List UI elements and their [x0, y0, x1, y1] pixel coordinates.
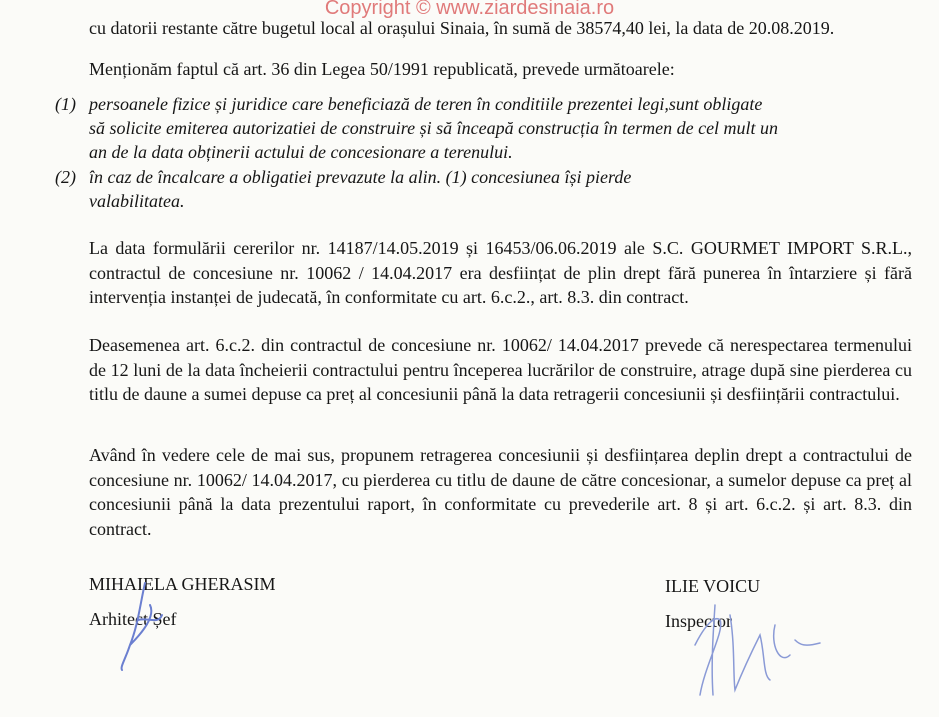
signatory-right-name: ILIE VOICU: [665, 576, 761, 596]
mention-line: Menționăm faptul că art. 36 din Legea 50/1991 republicată, prevede următoarele:: [89, 59, 675, 79]
item-2-marker: (2): [55, 167, 76, 187]
handwritten-signature-left: [110, 575, 170, 675]
item-1-line-1: persoanele fizice și juridice care beneficiază de teren în conditiile prezentei legi,sunt obligate: [89, 94, 763, 114]
paragraph-2: Deasemenea art. 6.c.2. din contractul de concesiune nr. 10062/ 14.04.2017 prevede că nerespectarea termenului de 12 luni de la data încheierii contractului pentru începerea lucrărilor de construire, atrage după sine pierderea cu titlu de daune a sumei depuse ca preț al concesiunii până la data retragerii concesiunii și desființării contractului.: [89, 335, 912, 404]
copyright-watermark: Copyright © www.ziardesinaia.ro: [324, 0, 615, 19]
signatory-left-role: Arhitect Șef: [89, 609, 177, 629]
item-1-marker: (1): [55, 94, 76, 114]
item-1-line-2: să solicite emiterea autorizatiei de construire și să înceapă construcția în termen de cel mult un: [89, 118, 779, 138]
paragraph-1: La data formulării cererilor nr. 14187/14.05.2019 și 16453/06.06.2019 ale S.C. GOURMET IMPORT S.R.L., contractul de concesiune nr. 10062 / 14.04.2017 era desființat de plin drept fără punerea în întarziere și fără intervenția instanței de judecată, în conformitate cu art. 6.c.2., art. 8.3. din contract.: [89, 238, 912, 307]
signatory-left-name: MIHAIELA GHERASIM: [89, 574, 276, 594]
signatory-right-role: Inspector: [665, 611, 732, 631]
paragraph-3: Având în vedere cele de mai sus, propunem retragerea concesiunii și desființarea deplin drept a contractului de concesiune nr. 10062/ 14.04.2017, cu pierderea cu titlu de daune de către concesionar, a sumelor depuse ca preț al concesiunii până la data prezentului raport, în conformitate cu prevederile art. 8 și art. 6.c.2. și art. 8.3. din contract.: [89, 445, 912, 539]
item-2-line-2: valabilitatea.: [89, 191, 185, 211]
text-line-top: cu datorii restante către bugetul local al orașului Sinaia, în sumă de 38574,40 lei, la data de 20.08.2019.: [89, 18, 835, 38]
item-1-line-3: an de la data obținerii actului de concesionare a terenului.: [89, 142, 513, 162]
item-2-line-1: în caz de încalcare a obligatiei prevazute la alin. (1) concesiunea își pierde: [89, 167, 632, 187]
handwritten-signature-right: [675, 585, 845, 705]
